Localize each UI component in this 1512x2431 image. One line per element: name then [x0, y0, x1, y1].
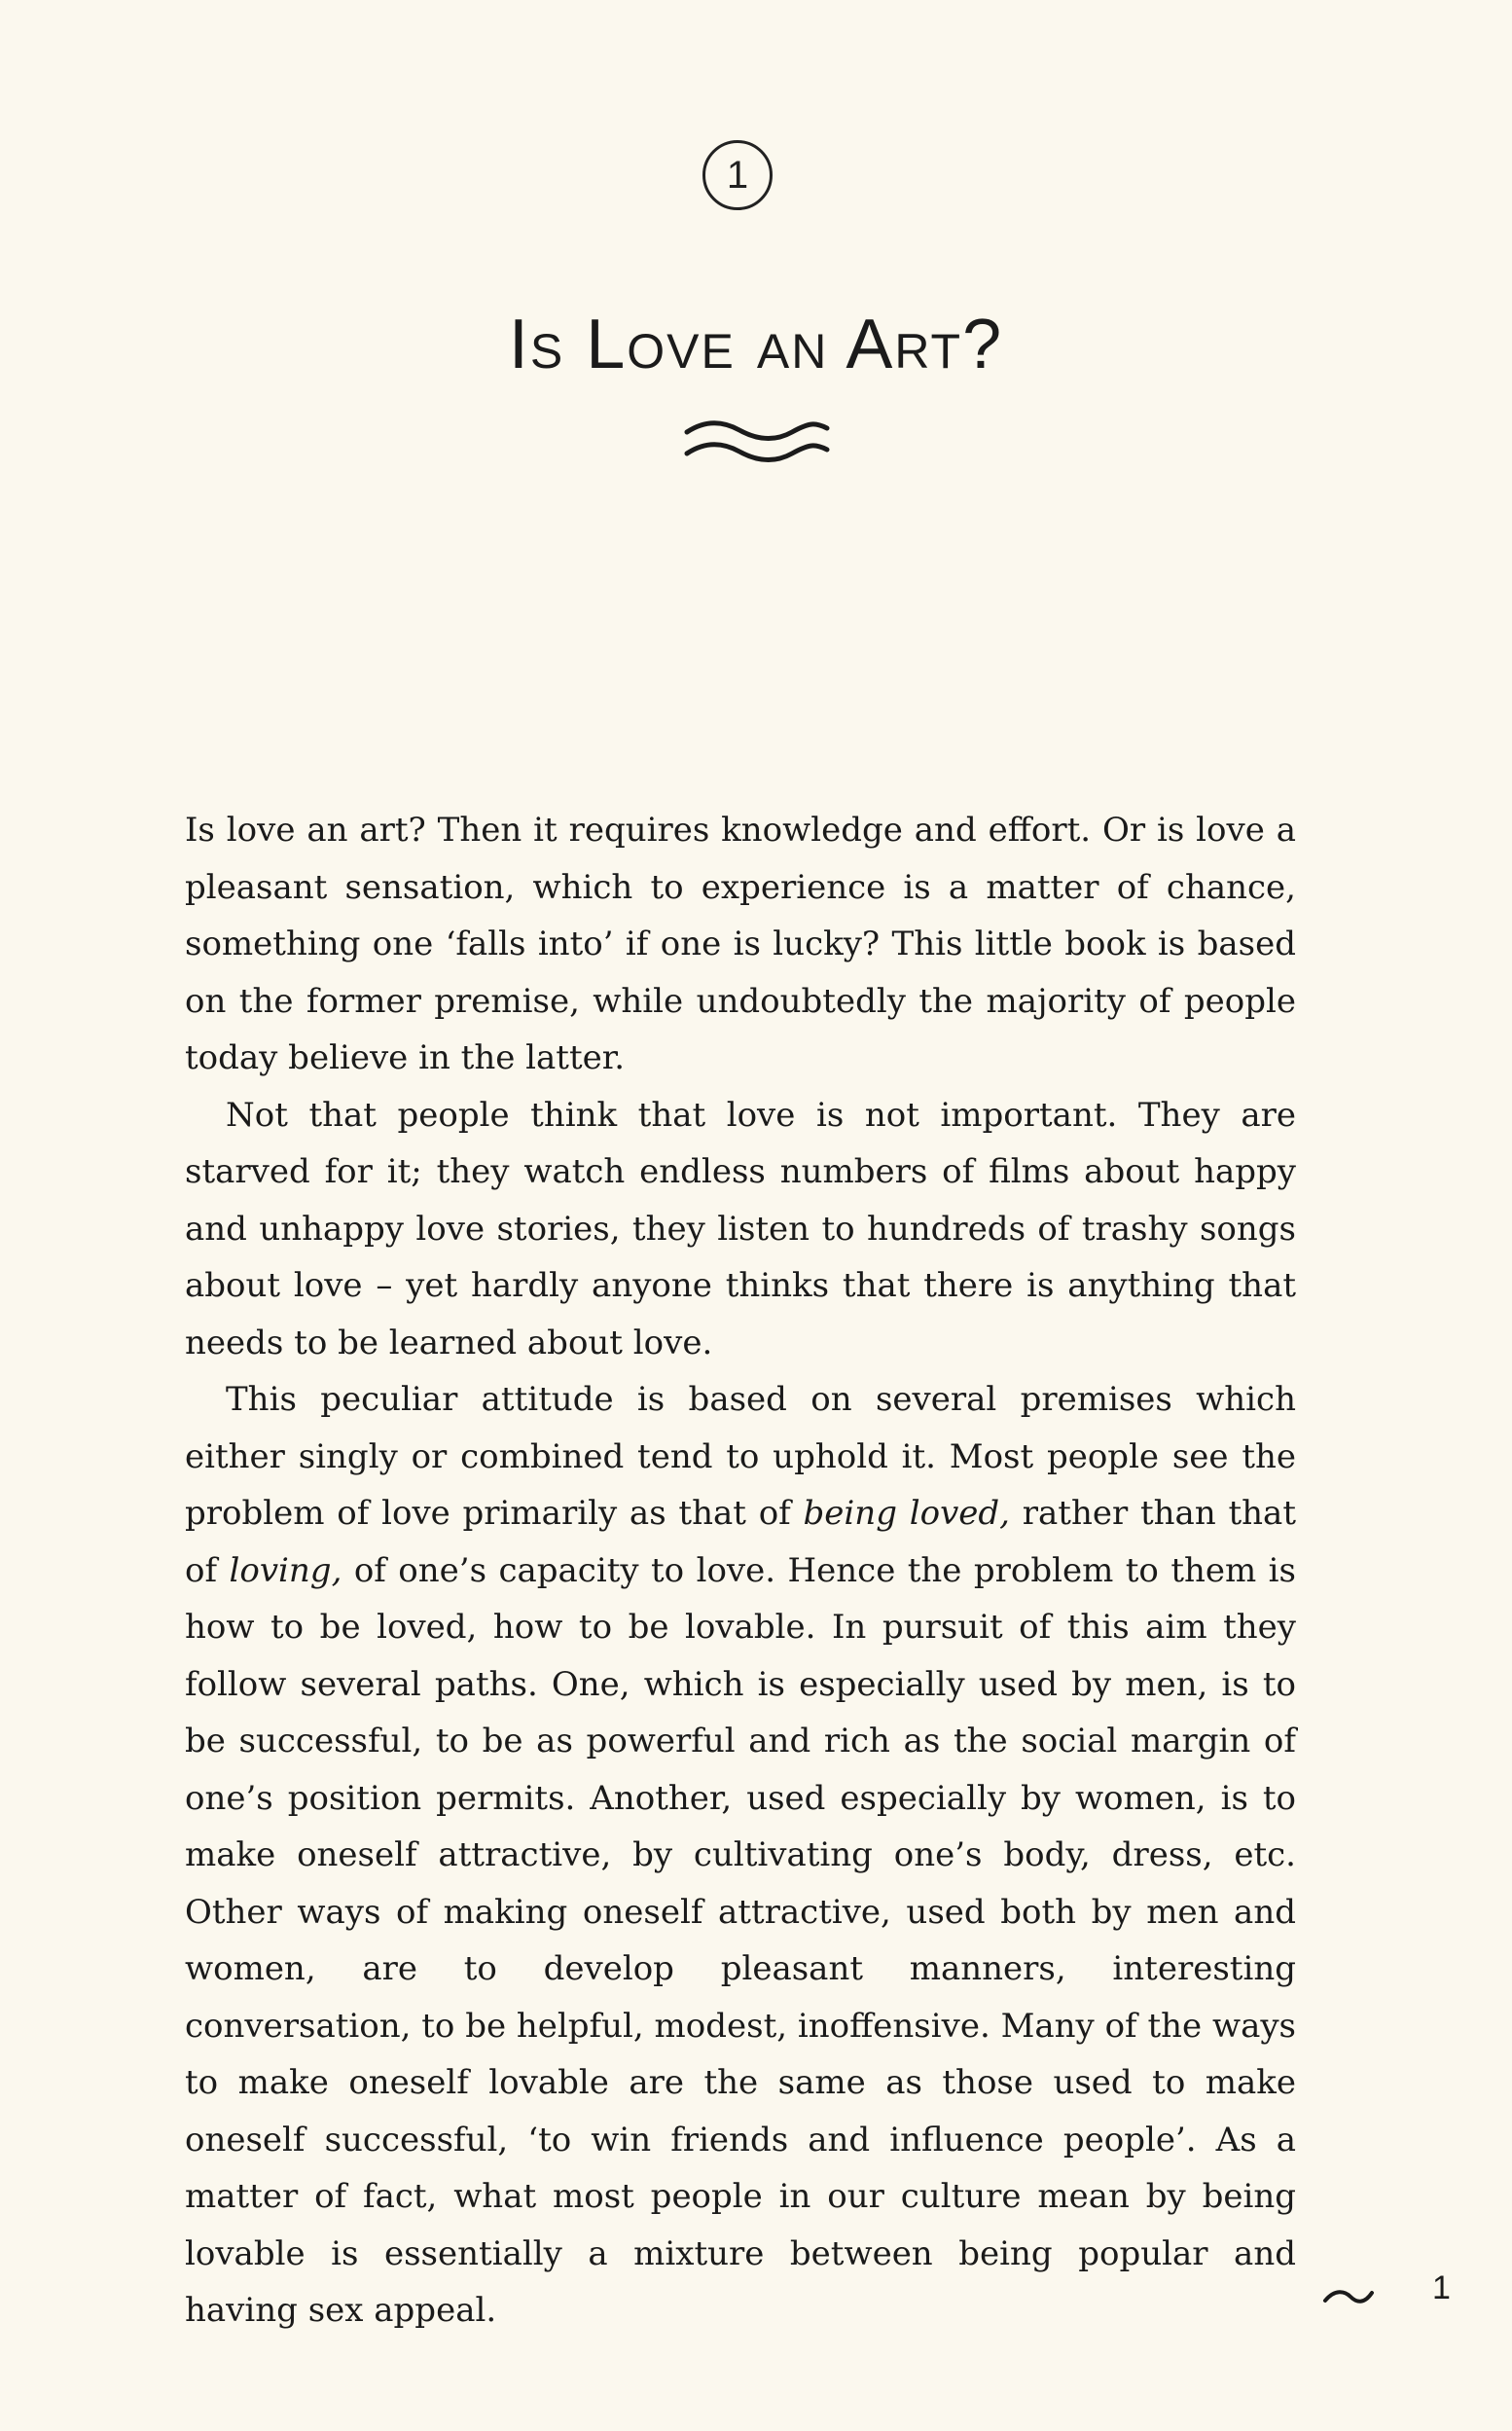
paragraph-3 [185, 1371, 1296, 2340]
paragraph-2: Not that people think that love is not important. They are starved for it; they watch endless numbers of films about happy and unhappy love stories, they listen to hundreds of trashy songs about love – yet hardly anyone thinks that there is anything that needs to be learned about love. [185, 1095, 1296, 1362]
chapter-number: 1 [726, 154, 749, 197]
emphasis-loving: loving, [229, 1550, 342, 1590]
page-number: 1 [1432, 2269, 1451, 2306]
chapter-number-badge [702, 140, 773, 210]
paragraph-3-part-2: rather than that of [185, 1494, 1296, 1590]
paragraph-3-part-3: of one’s capacity to love. Hence the problem to them is how to be loved, how to be lovable. In pursuit of this aim they follow several paths. One, which is especially used by men, is to be successful, to be as powerful and rich as the social margin of one’s position permits. Another, used especially by women, is to make oneself attractive, by cultivating one’s body, dress, etc. Other ways of making oneself attractive, used both by men and women, are to develop pleasant manners, interesting conversation, to be helpful, modest, inoffensive. Many of the ways to make oneself lovable are the same as those used to make oneself successful, ‘to win friends and influence people’. As a matter of fact, what most people in our culture mean by being lovable is essentially a mixture between being popular and having sex appeal. [185, 1550, 1296, 2330]
wave-ornament-icon [679, 415, 835, 469]
emphasis-being-loved: being loved, [803, 1494, 1010, 1533]
paragraph-1: Is love an art? Then it requires knowledge and effort. Or is love a pleasant sensation, which to experience is a matter of chance, something one ‘falls into’ if one is lucky? This little book is based on the former premise, while undoubtedly the majority of people today believe in the latter. [185, 811, 1296, 1077]
tilde-ornament-icon [1321, 2285, 1376, 2308]
chapter-title: Is Love an Art? [508, 306, 1004, 383]
chapter-body [185, 802, 1296, 2340]
paragraph-3-part-1: This peculiar attitude is based on several premises which either singly or combined tend to uphold it. Most people see the problem of love primarily as that of [185, 1380, 1296, 1533]
